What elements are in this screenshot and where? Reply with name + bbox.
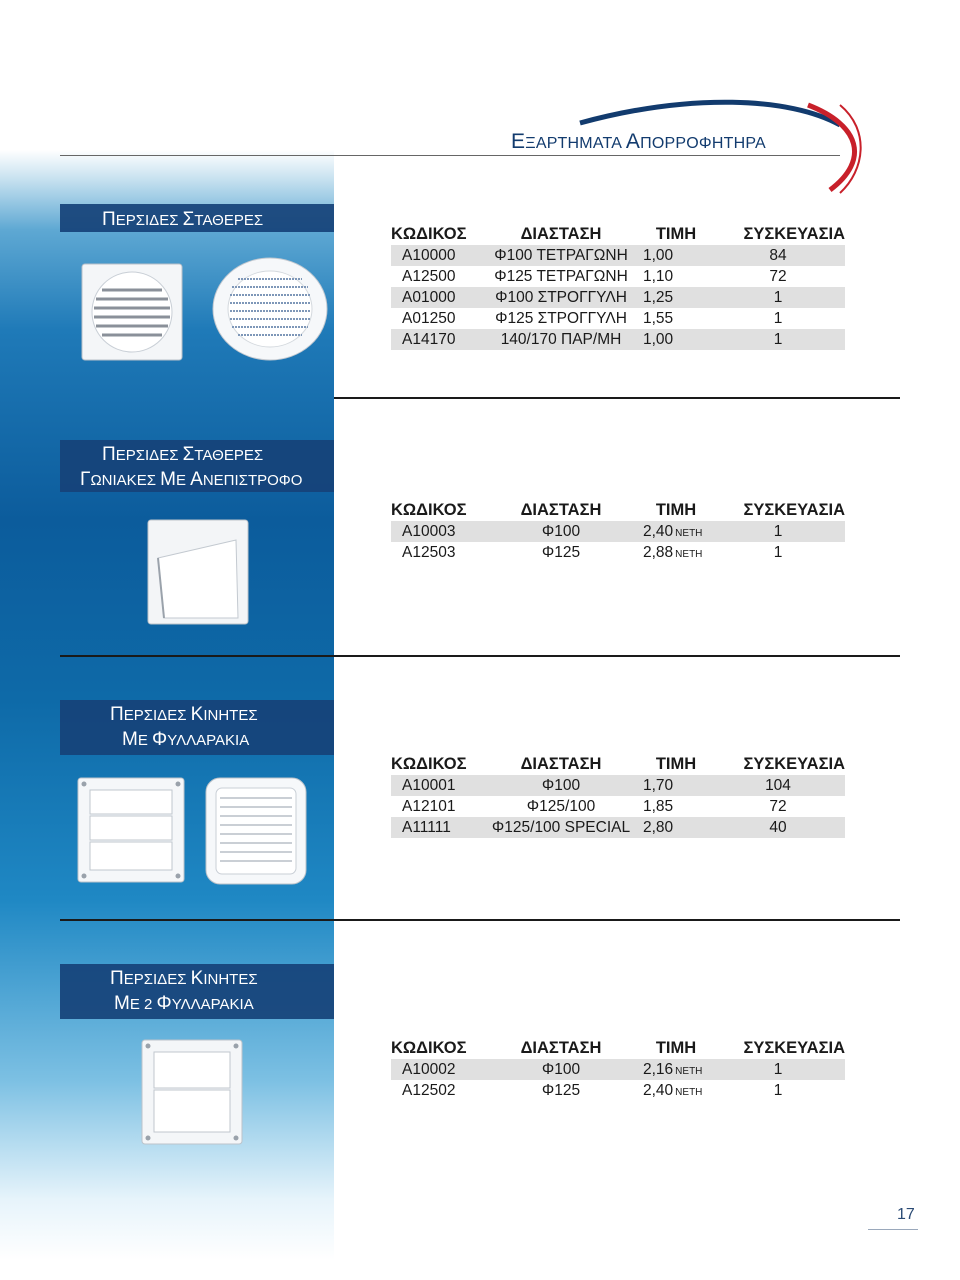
hooded-vent-cover-image [146,518,250,628]
table-row: A14170 140/170 ΠΑΡ/ΜΗ 1,00 1 [391,329,845,350]
table-row: A10002 Φ100 2,16 NETH 1 [391,1059,845,1080]
fixed-louvres-table [391,224,845,350]
table-row: A12502 Φ125 2,40 NETH 1 [402,1082,783,1099]
table-row: A10000 Φ100 ΤΕΤΡΑΓΩΝΗ 1,00 84 [391,245,845,266]
page-title: ΕΞΑΡΤΗΜΑΤΑ ΑΠΟΡΡΟΦΗΤΗΡΑ [511,130,766,153]
section-label-corner-louvres: ΠΕΡΣΙΔΕΣ ΣΤΑΘΕΡΕΣ ΓΩΝΙΑΚΕΣ ΜΕ ΑΝΕΠΙΣΤΡΟΦΟ [60,440,334,492]
table-row: A12500 Φ125 ΤΕΤΡΑΓΩΝΗ 1,10 72 [402,268,787,285]
table-header: ΚΩΔΙΚΟΣ ΔΙΑΣΤΑΣΗ ΤΙΜΗ ΣΥΣΚΕΥΑΣΙΑ [391,501,845,519]
table-row: A10003 Φ100 2,40 NETH 1 [391,521,845,542]
flap-louvre-square-image [76,776,186,884]
section-label-moving-louvres: ΠΕΡΣΙΔΕΣ ΚΙΝΗΤΕΣ ΜΕ ΦΥΛΛΑΡΑΚΙΑ [60,700,334,755]
table-row: A01000 Φ100 ΣΤΡΟΓΓΥΛΗ 1,25 1 [391,287,845,308]
section-divider [334,397,900,399]
table-header: ΚΩΔΙΚΟΣ ΔΙΑΣΤΑΣΗ ΤΙΜΗ ΣΥΣΚΕΥΑΣΙΑ [391,225,845,243]
table-row: A12101 Φ125/100 1,85 72 [402,798,787,815]
two-flap-louvres-table [391,1038,845,1101]
table-row: A01250 Φ125 ΣΤΡΟΓΓΥΛΗ 1,55 1 [402,310,783,327]
section-divider [60,919,900,921]
table-row: A12503 Φ125 2,88 NETH 1 [402,544,783,561]
table-row: A10001 Φ100 1,70 104 [391,775,845,796]
two-flap-louvre-image [140,1038,244,1146]
round-louvre-grille-image [210,255,330,363]
title-rule [60,155,840,156]
table-header: ΚΩΔΙΚΟΣ ΔΙΑΣΤΑΣΗ ΤΙΜΗ ΣΥΣΚΕΥΑΣΙΑ [391,1039,845,1057]
section-label-fixed-louvres: ΠΕΡΣΙΔΕΣ ΣΤΑΘΕΡΕΣ [60,204,334,232]
moving-louvres-table [391,754,845,838]
section-divider [60,655,900,657]
corner-louvres-table [391,500,845,563]
table-row: A11111 Φ125/100 SPECIAL 2,80 40 [391,817,845,838]
page-number: 17 [897,1206,915,1223]
square-louvre-grille-image [80,262,184,362]
page-number-rule [868,1229,918,1230]
section-label-two-flap-louvres: ΠΕΡΣΙΔΕΣ ΚΙΝΗΤΕΣ ΜΕ 2 ΦΥΛΛΑΡΑΚΙΑ [60,964,334,1019]
flap-louvre-rounded-image [204,776,308,886]
table-header: ΚΩΔΙΚΟΣ ΔΙΑΣΤΑΣΗ ΤΙΜΗ ΣΥΣΚΕΥΑΣΙΑ [391,755,845,773]
